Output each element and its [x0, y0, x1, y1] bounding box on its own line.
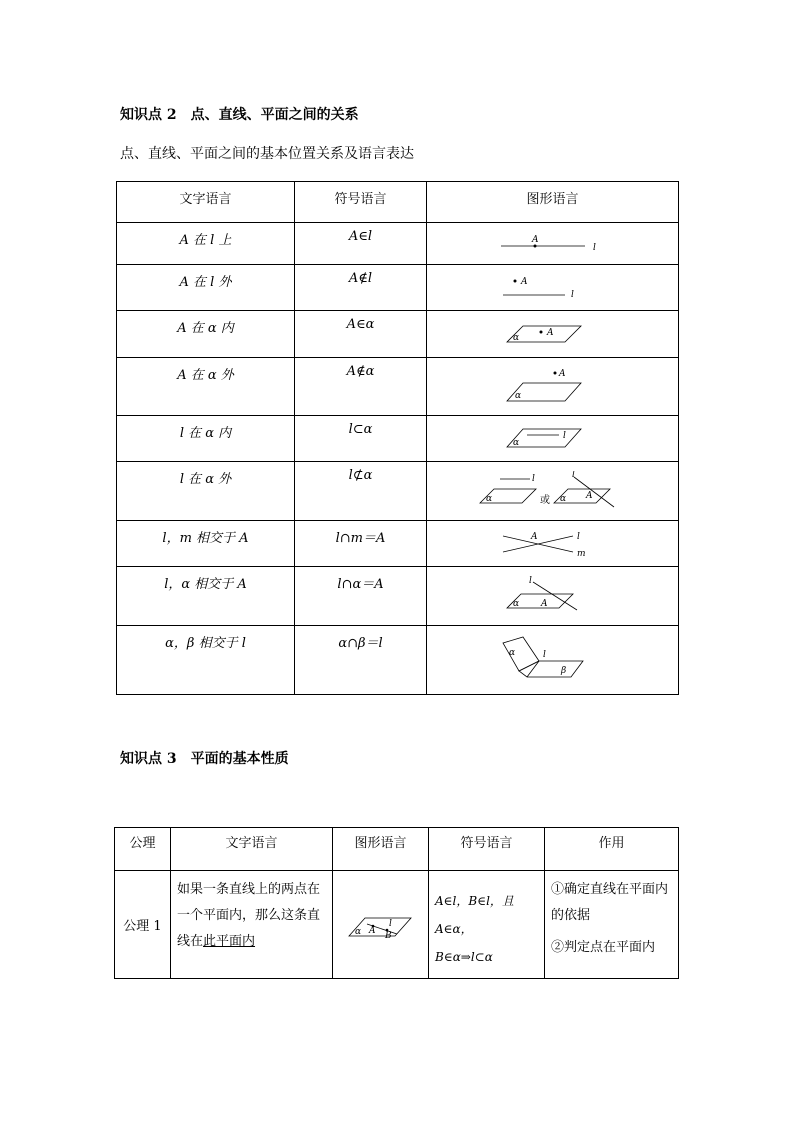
col-header-symbol: 符号语言: [295, 182, 427, 223]
svg-text:l: l: [562, 430, 566, 441]
row-figure: [427, 265, 679, 311]
row-symbol: l⊄α: [295, 462, 427, 521]
row-text: A 在 α 内: [117, 311, 295, 358]
table-header-row: [115, 828, 679, 871]
col-header-symbol: 符号语言: [429, 828, 545, 871]
col-header-figure: 图形语言: [427, 182, 679, 223]
point-off-plane-figure: [493, 367, 613, 407]
axiom-text: [171, 871, 333, 979]
axiom1-figure: [341, 908, 421, 942]
table-row: [117, 311, 679, 358]
axiom-use-2: ②判定点在平面内: [551, 940, 656, 955]
svg-text:α: α: [512, 437, 519, 448]
row-figure: [427, 311, 679, 358]
table-row: [117, 265, 679, 311]
svg-text:l: l: [528, 576, 532, 586]
row-text: A 在 l 上: [117, 223, 295, 265]
axiom-text-underlined: 此平面内: [203, 934, 256, 949]
svg-text:α: α: [559, 494, 566, 504]
table-row: [117, 416, 679, 462]
svg-text:A: A: [546, 328, 553, 338]
row-symbol: A∈α: [295, 311, 427, 358]
line-plane-intersect-figure: [493, 576, 613, 616]
svg-text:或: 或: [539, 495, 550, 506]
table-row: [117, 567, 679, 626]
svg-text:A: A: [531, 234, 538, 245]
axiom-use-1: ①确定直线在平面内的依据: [551, 882, 669, 923]
row-figure: [427, 462, 679, 521]
svg-text:B: B: [384, 930, 392, 941]
row-symbol: l∩m＝A: [295, 521, 427, 567]
row-text: l 在 α 内: [117, 416, 295, 462]
svg-text:A: A: [585, 491, 592, 501]
col-header-text: 文字语言: [171, 828, 333, 871]
table-header-row: [117, 182, 679, 223]
row-figure: [427, 521, 679, 567]
col-header-text: 文字语言: [117, 182, 295, 223]
row-figure: [427, 567, 679, 626]
lines-intersect-figure: [493, 530, 613, 558]
table-row: [117, 223, 679, 265]
svg-text:A: A: [368, 925, 375, 936]
svg-text:l: l: [531, 474, 535, 484]
axiom-table: [114, 827, 679, 979]
axiom-name: 公理 1: [115, 871, 171, 979]
axiom-figure: [333, 871, 429, 979]
row-symbol: α∩β＝l: [295, 626, 427, 695]
section2-intro: 点、直线、平面之间的基本位置关系及语言表达: [120, 146, 414, 162]
svg-text:α: α: [514, 390, 521, 401]
svg-text:l: l: [388, 918, 392, 929]
line-in-plane-figure: [493, 425, 613, 453]
row-figure: [427, 416, 679, 462]
row-symbol: A∉α: [295, 358, 427, 416]
row-text: l 在 α 外: [117, 462, 295, 521]
svg-text:l: l: [570, 289, 574, 300]
svg-text:A: A: [520, 276, 527, 287]
svg-text:l: l: [542, 650, 546, 660]
planes-intersect-figure: [493, 635, 613, 685]
col-header-figure: 图形语言: [333, 828, 429, 871]
axiom-text-main: 如果一条直线上的两点在一个平面内，那么这条直线在: [177, 882, 321, 949]
col-header-axiom: 公理: [115, 828, 171, 871]
row-text: α，β 相交于 l: [117, 626, 295, 695]
svg-text:A: A: [530, 531, 537, 542]
svg-text:l: l: [592, 242, 596, 253]
svg-text:l: l: [576, 531, 580, 542]
table-row: [117, 462, 679, 521]
axiom-use: [545, 871, 679, 979]
row-figure: [427, 358, 679, 416]
row-text: l，α 相交于 A: [117, 567, 295, 626]
col-header-use: 作用: [545, 828, 679, 871]
line-off-plane-figure: [478, 471, 628, 511]
svg-text:α: α: [512, 599, 519, 609]
point-off-line-figure: [493, 273, 613, 303]
svg-text:α: α: [485, 494, 492, 504]
point-in-plane-figure: [493, 320, 613, 348]
axiom-symbol: [429, 871, 545, 979]
svg-text:l: l: [571, 471, 575, 480]
row-symbol: A∈l: [295, 223, 427, 265]
section3-heading: 知识点 3 平面的基本性质: [120, 751, 289, 767]
table-row: [115, 871, 679, 979]
table-row: [117, 626, 679, 695]
svg-text:A: A: [540, 599, 547, 609]
svg-text:m: m: [576, 548, 586, 558]
row-symbol: l∩α＝A: [295, 567, 427, 626]
svg-text:A: A: [558, 368, 565, 379]
svg-text:β: β: [560, 666, 566, 676]
row-symbol: l⊂α: [295, 416, 427, 462]
row-text: l，m 相交于 A: [117, 521, 295, 567]
svg-text:α: α: [354, 926, 361, 937]
axiom-symbol-line1: A∈l，B∈l，且 A∈α，: [435, 894, 514, 936]
axiom-symbol-line2: B∈α⇒l⊂α: [435, 950, 493, 964]
point-on-line-figure: [493, 234, 613, 254]
table-row: [117, 358, 679, 416]
row-text: A 在 l 外: [117, 265, 295, 311]
relations-table: [116, 181, 679, 695]
row-figure: [427, 626, 679, 695]
row-text: A 在 α 外: [117, 358, 295, 416]
row-figure: [427, 223, 679, 265]
table-row: [117, 521, 679, 567]
section2-heading: 知识点 2 点、直线、平面之间的关系: [120, 107, 359, 123]
svg-text:α: α: [508, 648, 515, 658]
row-symbol: A∉l: [295, 265, 427, 311]
svg-text:α: α: [512, 333, 519, 343]
